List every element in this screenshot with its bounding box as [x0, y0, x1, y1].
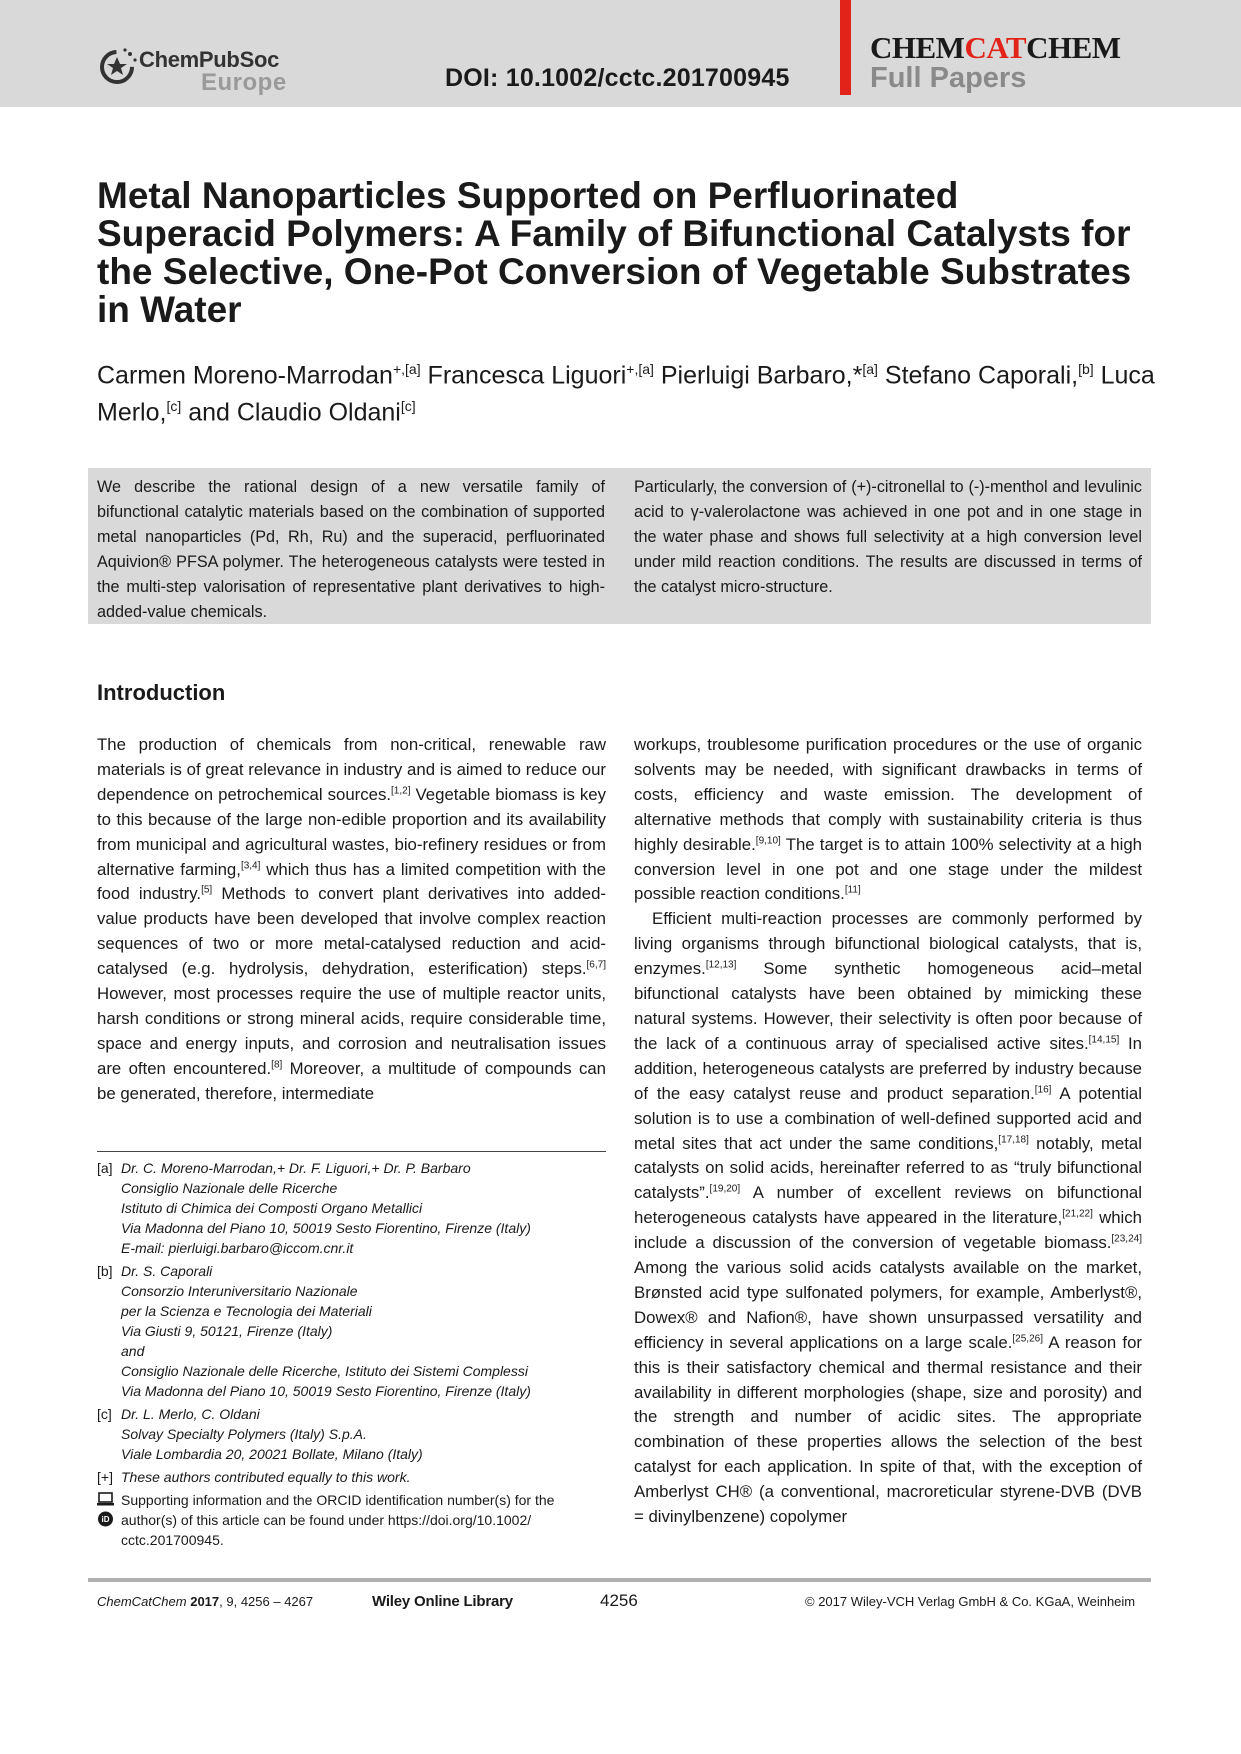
citation-reference[interactable]: [11] — [844, 884, 861, 896]
publisher-region: Europe — [201, 69, 287, 96]
footer-citation-year: 2017 — [190, 1594, 220, 1609]
affiliation-line: Dr. S. Caporali — [121, 1263, 213, 1279]
introduction-paragraph-1-continued — [634, 733, 1142, 907]
header-band — [0, 0, 1241, 107]
supporting-info-note[interactable] — [97, 1490, 617, 1550]
journal-name-part2: CAT — [964, 30, 1027, 65]
svg-text:iD: iD — [101, 1515, 110, 1524]
doi-link[interactable]: DOI: 10.1002/cctc.201700945 — [445, 64, 790, 92]
citation-reference[interactable]: [12,13] — [705, 959, 737, 971]
citation-reference[interactable]: [8] — [271, 1059, 283, 1071]
citation-reference[interactable]: [21,22] — [1062, 1208, 1093, 1220]
affiliation-line: Consiglio Nazionale delle Ricerche — [121, 1180, 338, 1196]
footnote-rule — [97, 1151, 606, 1152]
introduction-left-column — [97, 733, 606, 1107]
journal-name-part3: CHEM — [1026, 30, 1121, 65]
author-separator — [1094, 361, 1101, 389]
introduction-right-column — [634, 733, 1142, 1530]
footnote-list — [97, 1158, 617, 1487]
affiliation-key: [a] — [97, 1160, 113, 1176]
abstract-left-column: We describe the rational design of a new versatile family of bifunctional catalytic materials based on the combination of supported metal nanoparticles (Pd, Rh, Ru) and the superacid, perfluorinated Aquivion® PFSA polymer. The heterogeneous catalysts were tested in the multi-step valorisation of representative plant derivatives to high-added-value chemicals. — [97, 478, 605, 621]
supporting-info-icons — [97, 1492, 115, 1532]
citation-reference[interactable]: [14,15] — [1088, 1034, 1120, 1046]
affiliation-key: [c] — [97, 1406, 112, 1422]
affiliation-line: Via Madonna del Piano 10, 50019 Sesto Fiorentino, Firenze (Italy) — [121, 1220, 531, 1236]
affiliation-line: Via Giusti 9, 50121, Firenze (Italy) — [121, 1323, 333, 1339]
chempubsoc-logo-icon — [97, 45, 141, 89]
body-text: which include a discussion of the conversion of vegetable biomass. — [634, 1208, 1142, 1253]
affiliation-key: [+] — [97, 1469, 113, 1485]
author-separator — [654, 361, 661, 389]
introduction-heading: Introduction — [97, 680, 226, 705]
citation-reference[interactable]: [16] — [1034, 1084, 1052, 1096]
affiliation-footnotes — [97, 1158, 617, 1553]
citation-reference[interactable]: [23,24] — [1111, 1233, 1142, 1245]
author-affiliation-mark: +,[a] — [626, 361, 654, 377]
body-text: Some synthetic homogeneous acid–metal bifunctional catalysts have been obtained by mimicking these natural systems. However, their selectivity is often poor because of the lack of a continuous array of specialised active sites. — [634, 959, 1142, 1053]
author-separator — [878, 361, 885, 389]
affiliation-line: and — [121, 1343, 145, 1359]
publisher-name: ChemPubSoc — [139, 47, 280, 72]
author-name: Stefano Caporali, — [884, 361, 1079, 390]
citation-reference[interactable]: [19,20] — [709, 1183, 741, 1195]
body-text: The production of chemicals from non-critical, renewable raw materials is of great relevance in industry and is aimed to reduce our dependence on petrochemical sources. — [97, 735, 606, 804]
affiliation-line: Dr. C. Moreno-Marrodan,+ Dr. F. Liguori,+ Dr. P. Barbaro — [121, 1160, 471, 1176]
author-affiliation-mark: [c] — [166, 398, 182, 415]
body-text: workups, troublesome purification procedures or the use of organic solvents may be needed, with significant drawbacks in terms of costs, efficiency and waste emission. The development of alternative methods that comply with sustainability criteria is thus highly desirable. — [634, 735, 1142, 854]
affiliation-line: Solvay Specialty Polymers (Italy) S.p.A. — [121, 1426, 367, 1442]
abstract-right-column: Particularly, the conversion of (+)-citronellal to (-)-menthol and levulinic acid to γ-valerolactone was achieved in one pot and in one stage in the water phase and shows full selectivity at a high conversion level under mild reaction conditions. The results are discussed in terms of the catalyst micro-structure. — [634, 478, 1142, 596]
affiliation-note — [97, 1404, 617, 1464]
introduction-paragraph-1 — [97, 733, 606, 1107]
body-text: notably, metal catalysts on solid acids, hereinafter referred to as “truly bifunctional catalysts”. — [634, 1133, 1142, 1203]
body-text: Efficient multi-reaction processes are commonly performed by living organisms through bifunctional biological catalysts, that is, enzymes. — [634, 909, 1142, 979]
author-separator — [421, 361, 428, 389]
author-affiliation-mark: [a] — [862, 361, 878, 377]
body-text: A reason for this is their satisfactory chemical and thermal resistance and their availability in different morphologies (shape, size and porosity) and the strength and number of acidic sites. The appropriate combination of these properties allows the selection of the best catalyst for each application. In spite of that, with the exception of Amberlyst CH® (a conventional, macroreticular styrene-DVB (DVB = divinylbenzene) copolymer — [634, 1332, 1142, 1527]
affiliation-note — [97, 1261, 617, 1401]
section-type: Full Papers — [870, 62, 1027, 94]
author-name: Carmen Moreno-Marrodan — [97, 361, 393, 390]
journal-name-part1: CHEM — [870, 30, 965, 65]
footer-citation — [97, 1594, 313, 1609]
citation-reference[interactable]: [17,18] — [998, 1133, 1029, 1145]
copyright-notice: © 2017 Wiley-VCH Verlag GmbH & Co. KGaA, Weinheim — [805, 1594, 1136, 1609]
affiliation-line: Dr. L. Merlo, C. Oldani — [121, 1406, 260, 1422]
supporting-info-line[interactable]: cctc.201700945. — [121, 1532, 224, 1548]
body-text: A potential solution is to use a combination of well-defined supported acid and metal sites that act under the same conditions, — [634, 1083, 1142, 1153]
affiliation-note — [97, 1467, 617, 1487]
page-number: 4256 — [600, 1591, 638, 1610]
body-text: which thus has a limited competition with the food industry. — [97, 859, 606, 904]
affiliation-line: Consorzio Interuniversitario Nazionale — [121, 1283, 358, 1299]
body-text: In addition, heterogeneous catalysts are preferred by industry because of the easy catalyst reuse and product separation. — [634, 1033, 1142, 1103]
author-affiliation-mark: [c] — [400, 398, 416, 415]
body-text: The target is to attain 100% selectivity at a high conversion level in one pot and one stage under the mildest possible reaction conditions. — [634, 834, 1142, 904]
body-text: Methods to convert plant derivatives into added-value products have been developed that involve complex reaction sequences of two or more metal-catalysed reduction and acid-catalysed (e.g. hydrolysis, dehydration, esterification) steps. — [97, 884, 607, 979]
author-affiliation-mark: [b] — [1078, 361, 1094, 377]
supporting-info-line: Supporting information and the ORCID identification number(s) for the — [121, 1492, 555, 1508]
affiliation-line: Consiglio Nazionale delle Ricerche, Istituto dei Sistemi Complessi — [121, 1363, 528, 1379]
laptop-and-orcid-icon — [97, 1492, 115, 1532]
affiliation-line: per la Scienza e Tecnologia dei Materiali — [121, 1303, 372, 1319]
citation-reference[interactable]: [1,2] — [391, 785, 411, 797]
affiliation-line: Via Madonna del Piano 10, 50019 Sesto Fiorentino, Firenze (Italy) — [121, 1383, 531, 1399]
affiliation-note — [97, 1158, 617, 1258]
introduction-paragraph-2 — [634, 907, 1142, 1530]
citation-reference[interactable]: [6,7] — [586, 959, 606, 971]
affiliation-line: Viale Lombardia 20, 20021 Bollate, Milano (Italy) — [121, 1446, 423, 1462]
journal-name[interactable] — [870, 30, 1121, 66]
citation-reference[interactable]: [5] — [201, 884, 213, 896]
accent-bar — [840, 0, 851, 95]
footer-journal-name: ChemCatChem — [97, 1594, 187, 1609]
author-name: and Claudio Oldani — [188, 398, 401, 427]
author-name: Pierluigi Barbaro,* — [660, 361, 863, 390]
body-text: A number of excellent reviews on bifunctional heterogeneous catalysts have appeared in the literature, — [634, 1183, 1142, 1228]
affiliation-line: E-mail: pierluigi.barbaro@iccom.cnr.it — [121, 1240, 354, 1256]
affiliation-line: Istituto di Chimica dei Composti Organo Metallici — [121, 1200, 423, 1216]
affiliation-key: [b] — [97, 1263, 113, 1279]
body-text: Moreover, a multitude of compounds can be generated, therefore, intermediate — [97, 1058, 606, 1103]
citation-reference[interactable]: [3,4] — [240, 859, 261, 871]
body-text: However, most processes require the use of multiple reactor units, harsh conditions or strong mineral acids, require considerable time, space and energy inputs, and corrosion and neutralisation issues are often encountered. — [97, 984, 606, 1078]
supporting-info-line[interactable]: author(s) of this article can be found under https://doi.org/10.1002/ — [121, 1512, 532, 1528]
article-title: Metal Nanoparticles Supported on Perfluorinated Superacid Polymers: A Family of Bifunctional Catalysts for the Selective, One-Pot Conversion of Vegetable Substrates in Water — [97, 175, 1132, 330]
body-text: Among the various solid acids catalysts available on the market, Brønsted acid type sulfonated polymers, for example, Amberlyst®, Dowex® and Nafion®, have shown unsurpassed versatility and efficiency in several applications on a large scale. — [634, 1258, 1142, 1352]
body-text: Vegetable biomass is key to this because of the large non-edible proportion and its availability from municipal and agricultural wastes, bio-refinery residues or from alternative farming, — [97, 784, 606, 879]
citation-reference[interactable]: [25,26] — [1012, 1333, 1043, 1345]
author-name: Francesca Liguori — [427, 361, 627, 390]
publisher-logo[interactable] — [97, 45, 357, 97]
footer-rule — [88, 1578, 1151, 1582]
affiliation-line: These authors contributed equally to this work. — [121, 1469, 411, 1485]
author-affiliation-mark: +,[a] — [392, 361, 421, 377]
author-list — [97, 354, 1157, 429]
citation-reference[interactable]: [9,10] — [755, 835, 781, 847]
author-name: Luca Merlo, — [97, 361, 1155, 427]
footer-citation-details: , 9, 4256 – 4267 — [219, 1594, 314, 1609]
wiley-online-library-link[interactable]: Wiley Online Library — [372, 1593, 513, 1610]
